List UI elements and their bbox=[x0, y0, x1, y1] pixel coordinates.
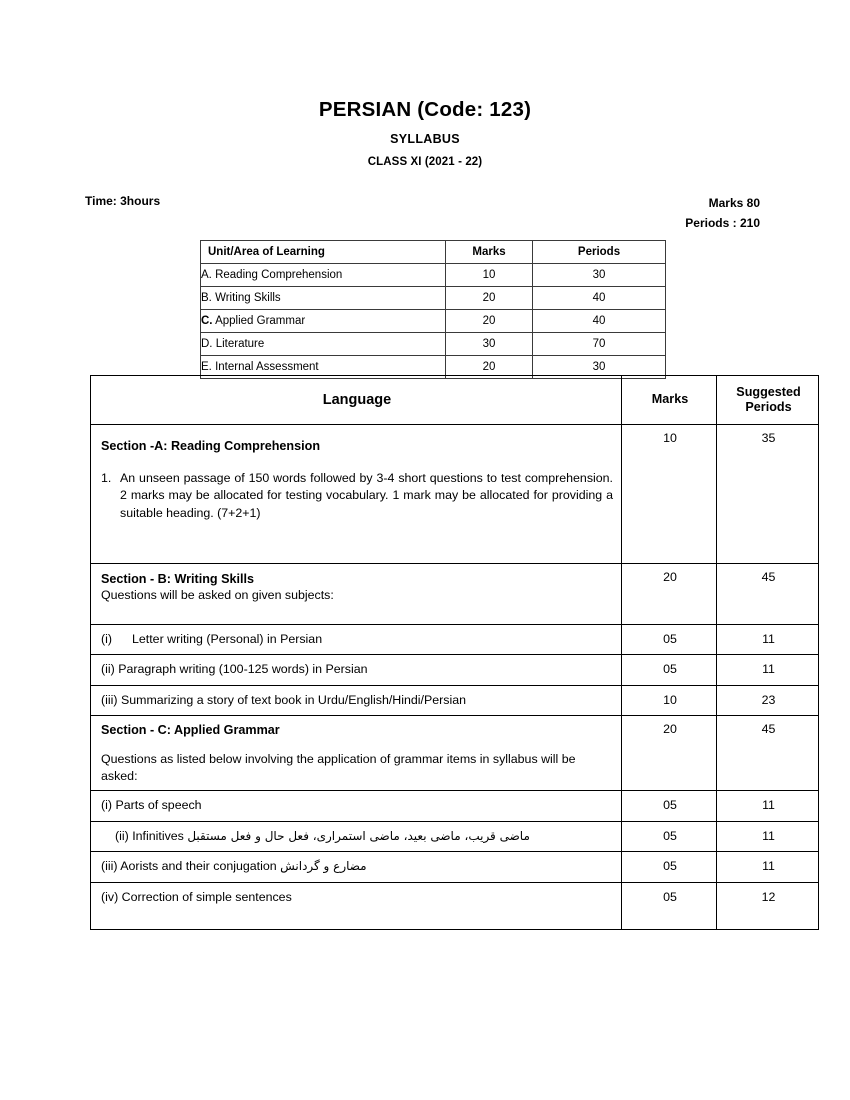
unit-letter: B. bbox=[201, 291, 212, 304]
item-text: Letter writing (Personal) in Persian bbox=[132, 631, 323, 646]
overview-table bbox=[200, 240, 666, 379]
table-row bbox=[91, 821, 819, 852]
unit-periods: 30 bbox=[533, 356, 666, 379]
unit-label: Literature bbox=[215, 337, 265, 350]
section-c-row bbox=[91, 716, 819, 791]
item-text-persian: مضارع و گردانش bbox=[280, 859, 367, 874]
unit-marks: 20 bbox=[446, 310, 533, 333]
unit-periods: 70 bbox=[533, 333, 666, 356]
item-label: (i) bbox=[101, 798, 113, 813]
syllabus-table bbox=[90, 375, 819, 930]
table-row bbox=[201, 310, 666, 333]
item-text: Summarizing a story of text book in Urdu/English/Hindi/Persian bbox=[120, 692, 466, 707]
title-block bbox=[0, 98, 850, 168]
item-marks: 05 bbox=[622, 882, 717, 930]
section-b-item bbox=[91, 624, 622, 655]
item-text: Paragraph writing (100-125 words) in Persian bbox=[118, 662, 368, 677]
class-line: CLASS XI (2021 - 22) bbox=[367, 155, 483, 168]
item-label: (i) bbox=[101, 631, 113, 646]
section-a-periods: 35 bbox=[717, 424, 819, 563]
total-marks-label: Marks 80 bbox=[708, 196, 760, 210]
column-header-suggested-periods bbox=[717, 376, 819, 425]
unit-name bbox=[201, 287, 446, 310]
unit-name bbox=[201, 333, 446, 356]
list-item-marker: 1. bbox=[101, 470, 112, 485]
item-marks: 05 bbox=[622, 791, 717, 822]
unit-label: Writing Skills bbox=[215, 291, 281, 304]
section-a-content bbox=[91, 424, 622, 563]
total-periods-label: Periods : 210 bbox=[685, 215, 760, 230]
section-a-row bbox=[91, 424, 819, 563]
item-periods: 11 bbox=[717, 821, 819, 852]
table-header-row bbox=[91, 376, 819, 425]
section-c-marks: 20 bbox=[622, 716, 717, 791]
suggested-periods-line2: Periods bbox=[745, 399, 792, 414]
table-row bbox=[201, 333, 666, 356]
section-a-marks: 10 bbox=[622, 424, 717, 563]
column-header-marks: Marks bbox=[622, 376, 717, 425]
item-periods: 11 bbox=[717, 655, 819, 686]
table-row bbox=[91, 685, 819, 716]
section-a-title: Section -A: Reading Comprehension bbox=[101, 438, 321, 453]
section-b-content bbox=[91, 563, 622, 624]
time-label: Time: 3hours bbox=[85, 194, 161, 208]
item-label: (ii) bbox=[115, 828, 129, 843]
unit-marks: 30 bbox=[446, 333, 533, 356]
item-text: Infinitives bbox=[132, 828, 184, 843]
column-header-periods: Periods bbox=[533, 241, 666, 264]
unit-marks: 20 bbox=[446, 287, 533, 310]
item-periods: 11 bbox=[717, 624, 819, 655]
section-b-marks: 20 bbox=[622, 563, 717, 624]
section-c-subtitle: Questions as listed below involving the application of grammar items in syllabus will be asked: bbox=[101, 752, 576, 783]
table-row bbox=[201, 264, 666, 287]
item-line bbox=[101, 829, 613, 845]
unit-marks: 10 bbox=[446, 264, 533, 287]
item-text: Aorists and their conjugation bbox=[120, 859, 277, 874]
section-b-item bbox=[91, 685, 622, 716]
item-text-persian: ماضی قریب، ماضی بعید، ماضی استمراری، فعل حال و فعل مستقبل bbox=[187, 828, 530, 843]
section-c-item bbox=[91, 852, 622, 883]
unit-name bbox=[201, 310, 446, 333]
section-b-subtitle: Questions will be asked on given subjects: bbox=[101, 587, 334, 602]
unit-marks: 20 bbox=[446, 356, 533, 379]
section-c-title: Section - C: Applied Grammar bbox=[101, 723, 280, 738]
page-title: PERSIAN (Code: 123) bbox=[318, 98, 532, 121]
column-header-unit: Unit/Area of Learning bbox=[201, 241, 446, 264]
suggested-periods-line1: Suggested bbox=[736, 385, 801, 399]
unit-letter: C. bbox=[201, 314, 213, 327]
section-b-title: Section - B: Writing Skills bbox=[101, 571, 255, 586]
item-periods: 23 bbox=[717, 685, 819, 716]
unit-periods: 30 bbox=[533, 264, 666, 287]
table-row bbox=[91, 882, 819, 930]
item-marks: 05 bbox=[622, 852, 717, 883]
table-row bbox=[91, 655, 819, 686]
exam-meta-row bbox=[85, 194, 760, 234]
unit-label: Internal Assessment bbox=[215, 360, 319, 373]
section-b-periods: 45 bbox=[717, 563, 819, 624]
item-periods: 12 bbox=[717, 882, 819, 930]
table-row bbox=[91, 624, 819, 655]
unit-letter: A. bbox=[201, 268, 212, 281]
list-item bbox=[101, 470, 613, 523]
item-label: (iii) bbox=[101, 692, 118, 707]
section-b-row bbox=[91, 563, 819, 624]
item-text: Correction of simple sentences bbox=[121, 889, 292, 904]
item-periods: 11 bbox=[717, 791, 819, 822]
unit-label: Applied Grammar bbox=[215, 314, 306, 327]
section-c-item bbox=[91, 791, 622, 822]
section-c-periods: 45 bbox=[717, 716, 819, 791]
section-c-content bbox=[91, 716, 622, 791]
unit-periods: 40 bbox=[533, 310, 666, 333]
document-subtitle: SYLLABUS bbox=[390, 131, 460, 146]
section-c-item bbox=[91, 882, 622, 930]
item-marks: 05 bbox=[622, 821, 717, 852]
section-b-item bbox=[91, 655, 622, 686]
unit-letter: D. bbox=[201, 337, 213, 350]
item-marks: 10 bbox=[622, 685, 717, 716]
column-header-marks: Marks bbox=[446, 241, 533, 264]
item-marks: 05 bbox=[622, 624, 717, 655]
section-c-item bbox=[91, 821, 622, 852]
unit-name bbox=[201, 264, 446, 287]
table-row bbox=[91, 791, 819, 822]
item-label: (iii) bbox=[101, 859, 118, 874]
unit-periods: 40 bbox=[533, 287, 666, 310]
column-header-language: Language bbox=[91, 376, 622, 425]
item-marks: 05 bbox=[622, 655, 717, 686]
table-row bbox=[201, 287, 666, 310]
item-label: (iv) bbox=[101, 889, 119, 904]
item-label: (ii) bbox=[101, 662, 115, 677]
section-a-item-list bbox=[101, 470, 613, 523]
unit-letter: E. bbox=[201, 360, 212, 373]
table-header-row bbox=[201, 241, 666, 264]
table-row bbox=[91, 852, 819, 883]
list-item-text: An unseen passage of 150 words followed by 3-4 short questions to test comprehension. 2 marks may be allocated for testing vocabulary. 1 mark may be allocated for providing a suitable heading. (7+2+1) bbox=[120, 470, 613, 520]
marks-periods-block bbox=[685, 194, 760, 234]
unit-label: Reading Comprehension bbox=[215, 268, 343, 281]
item-text: Parts of speech bbox=[115, 798, 202, 813]
item-periods: 11 bbox=[717, 852, 819, 883]
